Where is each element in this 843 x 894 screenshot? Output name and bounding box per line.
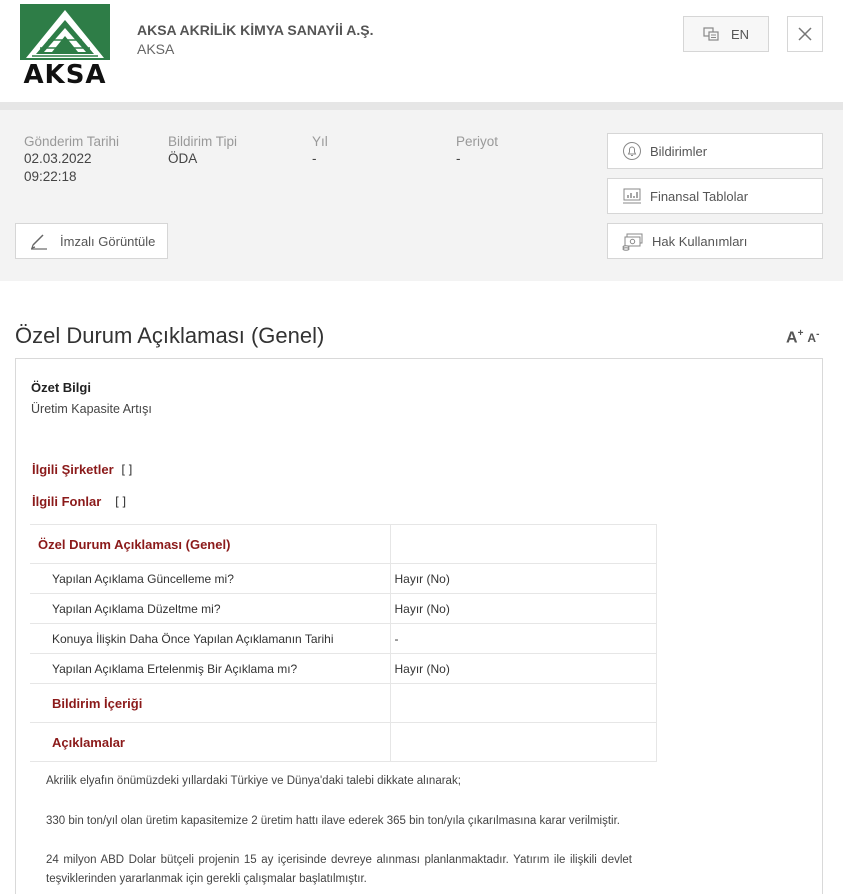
table-answer: Hayır (No) [390,564,657,594]
pen-icon [30,232,48,250]
signed-view-label: İmzalı Görüntüle [60,233,156,249]
meta-label: Gönderim Tarihi [24,134,120,149]
translate-icon [703,27,719,41]
meta-label: Periyot [456,134,499,149]
related-companies-value: [] [119,463,135,477]
related-funds-label: İlgili Fonlar [32,494,102,509]
body-paragraph: Akrilik elyafın önümüzdeki yıllardaki Türkiye ve Dünya'daki talebi dikkate alınarak; [46,775,461,787]
disclosure-content [15,358,823,894]
meta-year [312,133,328,168]
chart-icon [622,186,642,206]
font-decrease-sign: - [816,329,820,341]
signed-view-button[interactable] [15,223,168,259]
bell-icon [622,141,642,161]
table-header-row [30,525,657,564]
table-header-cell: Özel Durum Açıklaması (Genel) [30,525,390,564]
company-name: AKSA AKRİLİK KİMYA SANAYİİ A.Ş. [137,22,374,38]
table-row [30,564,657,594]
meta-label: Yıl [312,134,328,149]
table-row [30,594,657,624]
body-paragraph: 330 bin ton/yıl olan üretim kapasitemize 2 üretim hattı ilave ederek 365 bin ton/yıla çıkarılmasına karar verilmiştir. [46,815,620,827]
table-row [30,654,657,684]
meta-value: - [312,151,317,166]
summary-heading: Özet Bilgi [31,380,91,395]
close-button[interactable] [787,16,823,52]
font-increase-letter: A [786,329,798,347]
related-funds-value: [] [113,495,128,509]
financial-tables-label: Finansal Tablolar [650,188,749,204]
disclosure-meta-panel [0,110,843,281]
close-icon [798,27,812,41]
body-paragraph: 24 milyon ABD Dolar bütçeli projenin 15 ay içerisinde devreye alınması planlanmaktadır. Yatırım ile ilişkili devlet teşviklerinden yararlanmak için gerekli çalışmalar başlatılmıştır. [46,854,632,885]
font-decrease-button[interactable] [807,329,819,345]
meta-value-time: 09:22:18 [24,169,77,184]
rights-usage-button[interactable] [607,223,823,259]
explanations-header-cell: Açıklamalar [30,723,390,762]
table-answer: Hayır (No) [390,594,657,624]
money-icon [622,231,644,251]
related-companies-label: İlgili Şirketler [32,462,114,477]
meta-notification-type [168,133,237,168]
language-label: EN [730,26,750,42]
explanations-header-empty [390,723,657,762]
meta-send-date [24,133,119,186]
table-header-empty [390,525,657,564]
table-explanations-row [30,723,657,762]
logo-wordmark: AKSA [23,60,107,90]
summary-value: Üretim Kapasite Artışı [31,402,152,416]
table-question: Yapılan Açıklama Ertelenmiş Bir Açıklama mı? [30,654,390,684]
header-divider [0,102,843,110]
content-header-empty [390,684,657,723]
meta-value: - [456,151,461,166]
font-size-controls [786,328,819,347]
table-question: Yapılan Açıklama Güncelleme mi? [30,564,390,594]
table-row [30,624,657,654]
logo-emblem [20,4,110,60]
meta-value: 02.03.2022 [24,151,92,166]
table-answer: - [390,624,657,654]
page-title: Özel Durum Açıklaması (Genel) [15,323,325,348]
content-header-cell: Bildirim İçeriği [30,684,390,723]
logo-triangle-icon [20,4,110,60]
notifications-label: Bildirimler [650,143,708,159]
company-code: AKSA [137,41,175,57]
font-decrease-letter: A [807,331,817,346]
font-increase-button[interactable] [786,328,803,347]
meta-value: ÖDA [168,151,198,166]
disclosure-table [30,524,657,762]
header [0,0,843,102]
notifications-button[interactable] [607,133,823,169]
language-button[interactable] [683,16,769,52]
company-logo [20,4,110,88]
meta-period [456,133,498,168]
table-question: Konuya İlişkin Daha Önce Yapılan Açıklamanın Tarihi [30,624,390,654]
related-funds [32,494,128,509]
font-increase-sign: + [797,328,804,339]
financial-tables-button[interactable] [607,178,823,214]
table-content-header-row [30,684,657,723]
related-companies [32,462,134,477]
table-answer: Hayır (No) [390,654,657,684]
meta-label: Bildirim Tipi [168,134,238,149]
table-question: Yapılan Açıklama Düzeltme mi? [30,594,390,624]
rights-usage-label: Hak Kullanımları [652,233,748,249]
